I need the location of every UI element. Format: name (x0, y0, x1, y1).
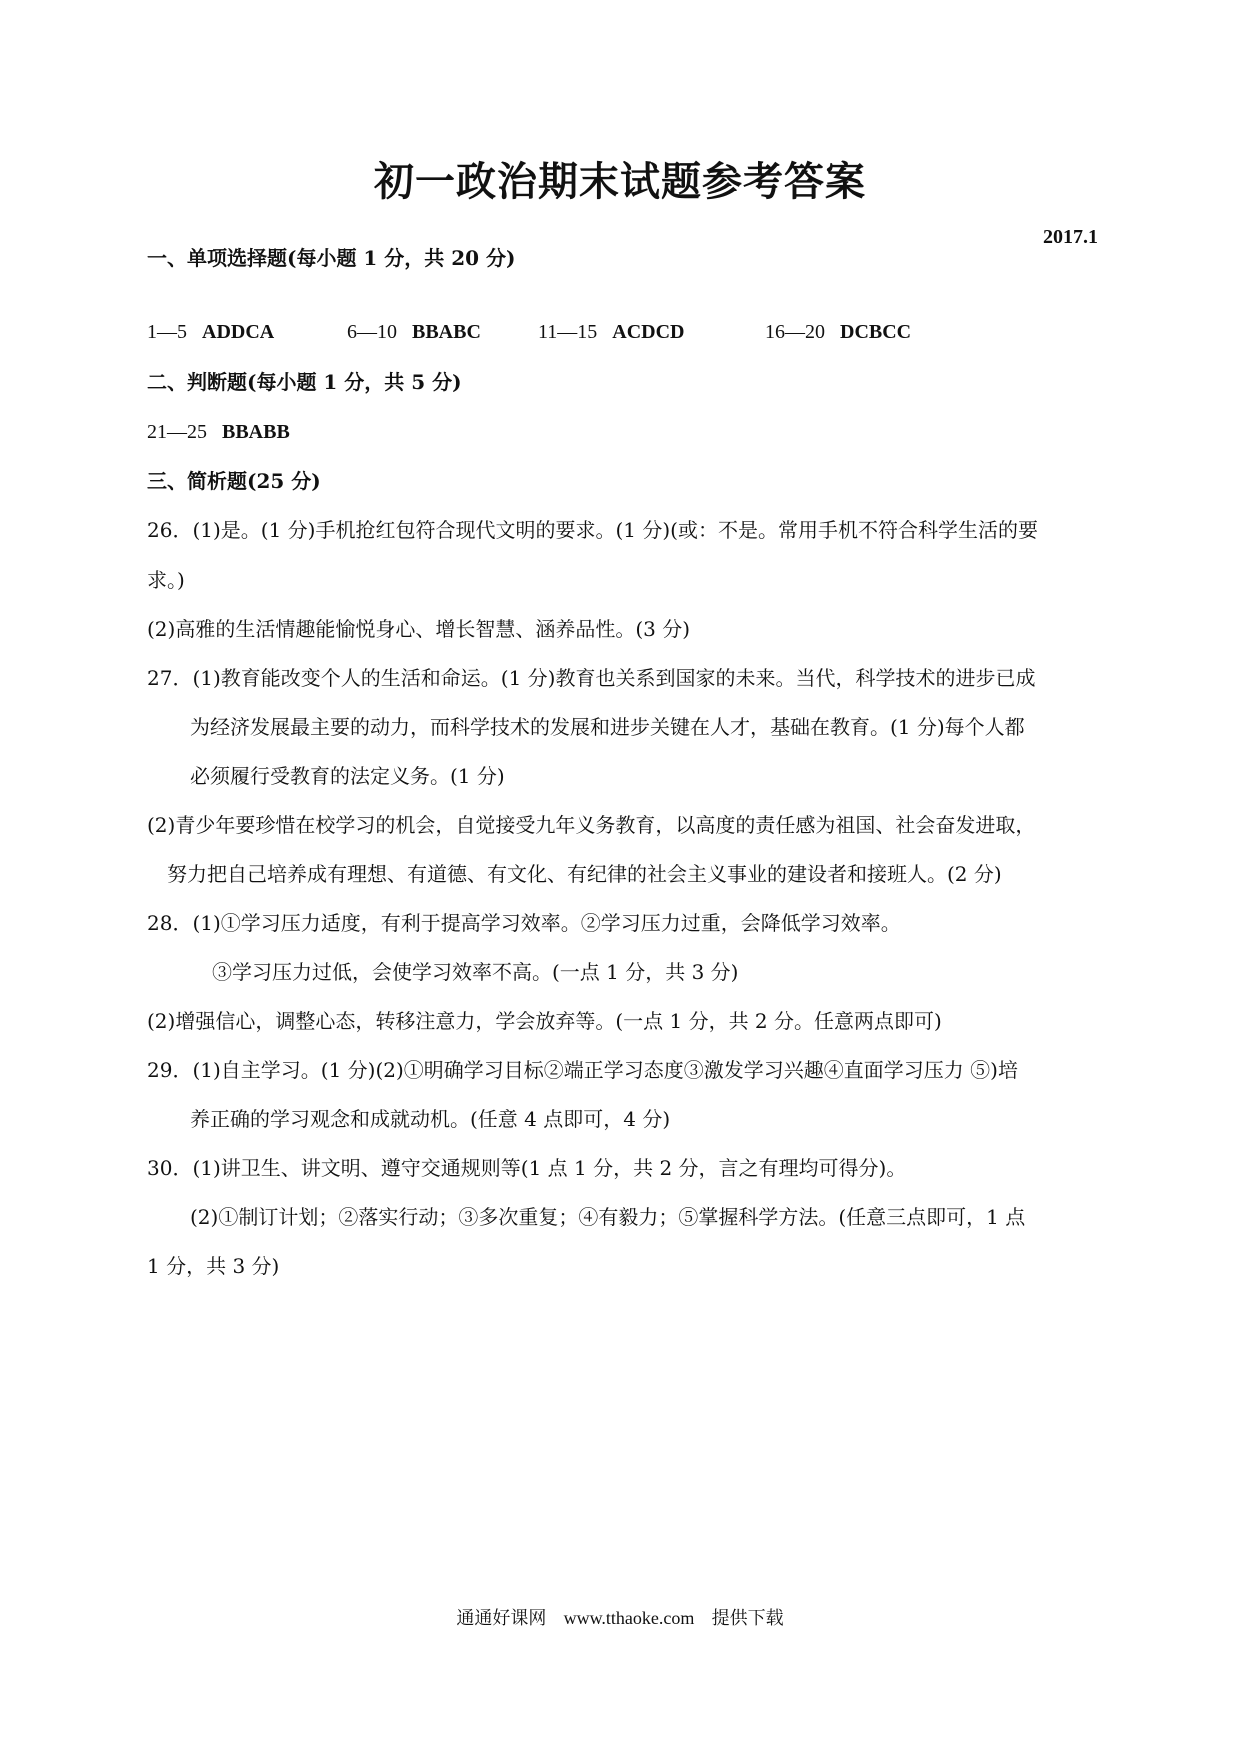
section1-answers-3 (538, 318, 684, 346)
answer-letters: DCBCC (840, 321, 912, 343)
answer-range: 11—15 (538, 321, 598, 343)
date-label: 2017.1 (1043, 226, 1098, 248)
footer (0, 1606, 1240, 1631)
answer-line: 30．(1)讲卫生、讲文明、遵守交通规则等(1 点 1 分，共 2 分，言之有理均可得分)。 (147, 1156, 907, 1180)
answer-line: 27．(1)教育能改变个人的生活和命运。(1 分)教育也关系到国家的未来。当代，科学技术的进步已成 (147, 666, 1036, 690)
section1-answers-2 (347, 318, 481, 346)
section1-heading: 一、单项选择题(每小题 1 分，共 20 分) (147, 246, 516, 270)
section2-heading: 二、判断题(每小题 1 分，共 5 分) (147, 370, 462, 394)
section1-answers-4 (765, 318, 911, 346)
answer-letters: ADDCA (202, 321, 275, 343)
answer-range: 16—20 (765, 321, 825, 343)
answer-line: ③学习压力过低，会使学习效率不高。(一点 1 分，共 3 分) (212, 960, 739, 984)
answer-range: 1—5 (147, 321, 187, 343)
answer-line: (2)增强信心，调整心态，转移注意力，学会放弃等。(一点 1 分，共 2 分。任意两点即可) (147, 1009, 942, 1033)
footer-suffix: 提供下载 (711, 1608, 784, 1629)
answer-line: 1 分，共 3 分) (147, 1254, 280, 1278)
answer-range: 21—25 (147, 421, 207, 443)
answer-line: 为经济发展最主要的动力，而科学技术的发展和进步关键在人才，基础在教育。(1 分)每个人都 (190, 715, 1025, 739)
page-title: 初一政治期末试题参考答案 (374, 158, 866, 205)
answer-line: 29．(1)自主学习。(1 分)(2)①明确学习目标②端正学习态度③激发学习兴趣④直面学习压力 ⑤)培 (147, 1058, 1018, 1082)
answer-letters: BBABB (222, 421, 290, 443)
answer-line: 必须履行受教育的法定义务。(1 分) (190, 764, 505, 788)
answer-line: 26．(1)是。(1 分)手机抢红包符合现代文明的要求。(1 分)(或：不是。常用手机不符合科学生活的要 (147, 518, 1038, 542)
footer-site-name: 通通好课网 (456, 1608, 547, 1629)
answer-line: 努力把自己培养成有理想、有道德、有文化、有纪律的社会主义事业的建设者和接班人。(2 分) (167, 862, 1002, 886)
section3-heading: 三、简析题(25 分) (147, 469, 321, 493)
answer-line: (2)①制订计划；②落实行动；③多次重复；④有毅力；⑤掌握科学方法。(任意三点即可，1 点 (190, 1205, 1026, 1229)
answer-line: 养正确的学习观念和成就动机。(任意 4 点即可，4 分) (190, 1107, 671, 1131)
answer-line: (2)高雅的生活情趣能愉悦身心、增长智慧、涵养品性。(3 分) (147, 617, 691, 641)
answer-range: 6—10 (347, 321, 397, 343)
answer-line: (2)青少年要珍惜在校学习的机会，自觉接受九年义务教育，以高度的责任感为祖国、社会奋发进取， (147, 813, 1036, 837)
answer-letters: ACDCD (612, 321, 685, 343)
section2-answers (147, 418, 290, 446)
footer-url: www.tthaoke.com (563, 1608, 695, 1628)
answer-line: 求。) (147, 568, 185, 592)
section1-answers (147, 318, 274, 346)
answer-line: 28．(1)①学习压力适度，有利于提高学习效率。②学习压力过重，会降低学习效率。 (147, 911, 901, 935)
answer-letters: BBABC (412, 321, 481, 343)
